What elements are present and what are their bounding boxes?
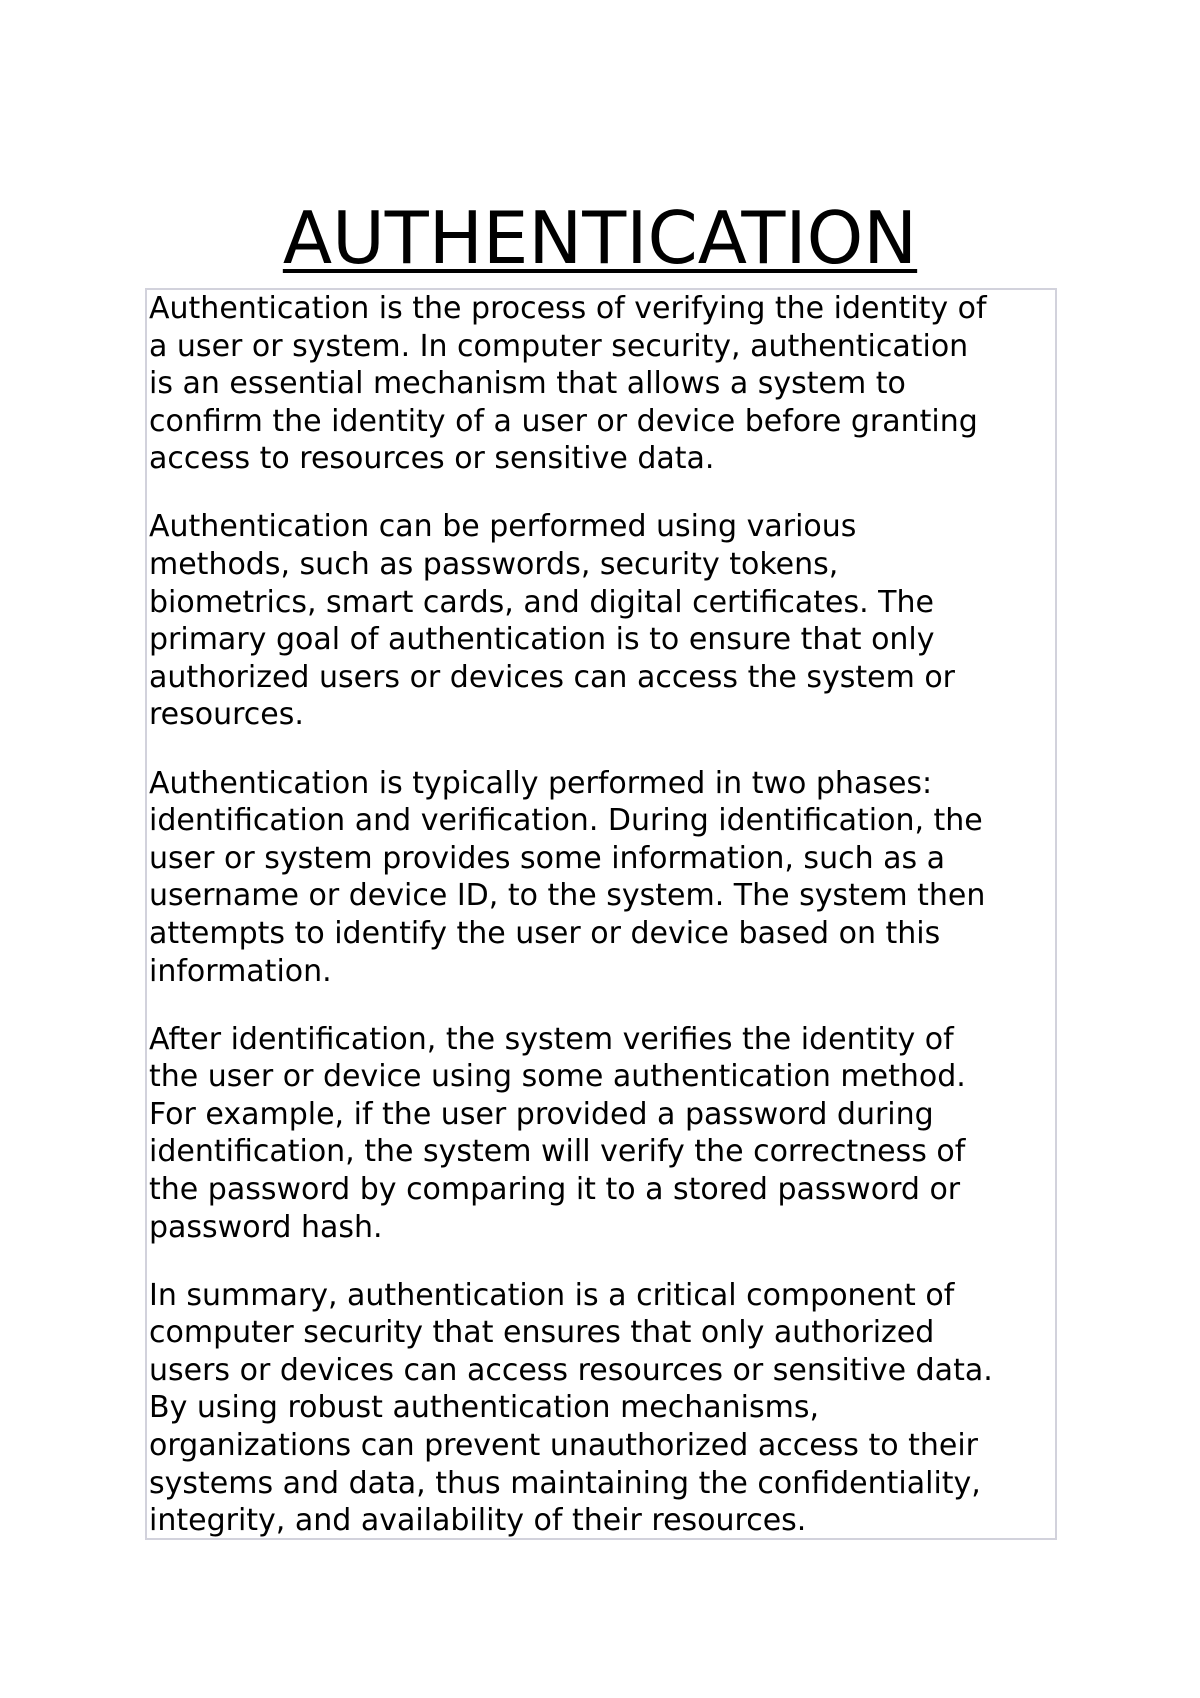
text-box: [145, 288, 1057, 1540]
paragraph-methods: Authentication can be performed using various methods, such as passwords, security tokens, biometrics, smart cards, and digital certificates. The primary goal of authentication is to ensure that only authorized users or devices can access the system or resources.: [149, 509, 956, 733]
paragraph-phases: Authentication is typically performed in two phases: identification and verification. During identification, the user or system provides some information, such as a username or device ID, to the system. The system then attempts to identify the user or device based on this information.: [149, 765, 986, 989]
paragraph-verification: After identification, the system verifies the identity of the user or device using some authentication method. For example, if the user provided a password during identification, the system will verify the correctness of the password by comparing it to a stored password or password hash.: [149, 1021, 966, 1245]
paragraph-definition: Authentication is the process of verifying the identity of a user or system. In computer security, authentication is an essential mechanism that allows a system to confirm the identity of a user or device before granting access to resources or sensitive data.: [149, 291, 987, 477]
paragraph-summary: In summary, authentication is a critical component of computer security that ensures that only authorized users or devices can access resources or sensitive data. By using robust authentication mechanisms, organizations can prevent unauthorized access to their systems and data, thus maintaining the confidentiality, integrity, and availability of their resources.: [149, 1277, 993, 1539]
page-title: AUTHENTICATION: [282, 196, 918, 280]
